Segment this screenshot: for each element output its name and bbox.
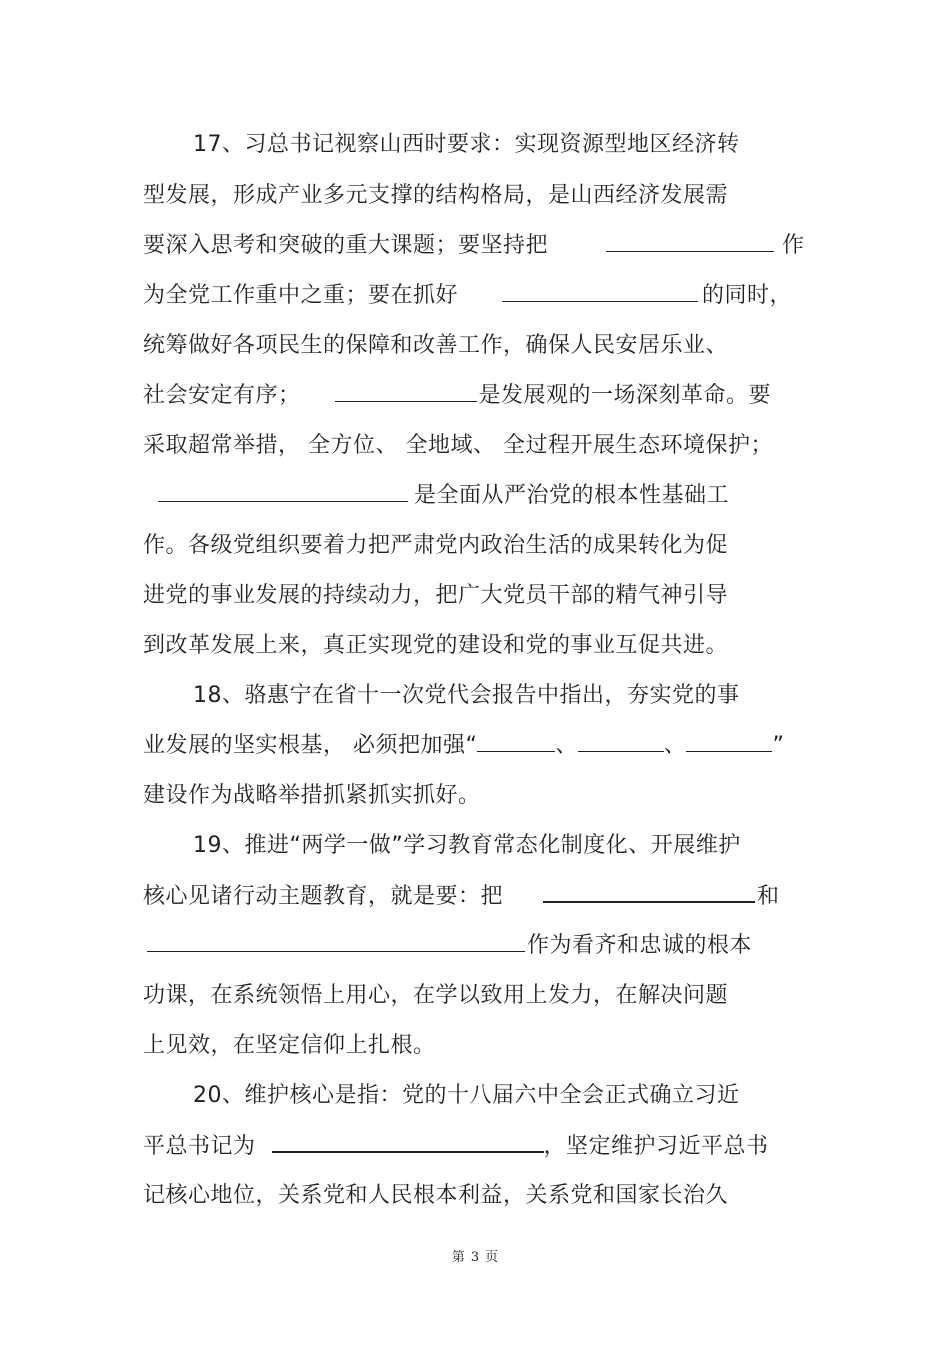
fill-blank[interactable] xyxy=(686,731,772,752)
fill-blank[interactable] xyxy=(147,931,525,952)
q18-text-3: 建设作为战略举措抓紧抓实抓好。 xyxy=(143,783,481,808)
q20-line-1 xyxy=(193,1081,740,1111)
q20-line-3 xyxy=(143,1181,728,1211)
q19-text-3b: 作为看齐和忠诚的根本 xyxy=(527,933,753,958)
fill-blank[interactable] xyxy=(272,1131,544,1153)
q20-line-2 xyxy=(143,1131,769,1162)
q17-text-3b: 作 xyxy=(782,233,805,258)
q19-line-4 xyxy=(143,981,728,1011)
q18-line-3 xyxy=(143,781,481,811)
footer-suffix: 页 xyxy=(485,1250,499,1265)
q17-text-10: 进党的事业发展的持续动力，把广大党员干部的精气神引导 xyxy=(143,583,729,608)
q19-line-2 xyxy=(143,881,780,912)
q18-line-1 xyxy=(193,681,740,711)
q17-text-8b: 是全面从严治党的根本性基础工 xyxy=(414,483,730,508)
page-footer xyxy=(0,1246,950,1265)
q17-text-3a: 要深入思考和突破的重大课题；要坚持把 xyxy=(143,233,549,258)
q17-text-7: 采取超常举措， 全方位、 全地域、 全过程开展生态环境保护； xyxy=(143,433,773,458)
fill-blank[interactable] xyxy=(335,381,477,402)
q18-text-2a: 业发展的坚实根基， 必须把加强“ xyxy=(143,733,478,758)
q19-line-3 xyxy=(147,931,752,961)
q19-text-5: 上见效，在坚定信仰上扎根。 xyxy=(143,1033,436,1058)
q17-line-10 xyxy=(143,581,728,611)
fill-blank[interactable] xyxy=(543,881,755,903)
q18-sep-1: 、 xyxy=(555,733,578,758)
q17-line-7 xyxy=(143,431,773,461)
fill-blank[interactable] xyxy=(477,731,555,752)
q17-text-4b: 的同时， xyxy=(702,283,793,308)
q18-line-2 xyxy=(143,731,784,761)
q20-text-2a: 平总书记为 xyxy=(143,1134,256,1159)
q19-text-4: 功课，在系统领悟上用心，在学以致用上发力，在解决问题 xyxy=(143,983,729,1008)
q17-text-4a: 为全党工作重中之重；要在抓好 xyxy=(143,283,459,308)
q19-line-5 xyxy=(143,1031,436,1061)
q18-sep-2: 、 xyxy=(663,733,687,758)
q17-line-1 xyxy=(193,130,740,160)
fill-blank[interactable] xyxy=(578,731,664,752)
q19-text-2b: 和 xyxy=(757,884,780,909)
q20-text-3: 记核心地位，关系党和人民根本利益，关系党和国家长治久 xyxy=(143,1183,729,1208)
q20-text-1: 20、维护核心是指：党的十八届六中全会正式确立习近 xyxy=(193,1083,740,1108)
q18-quote-end: ” xyxy=(772,733,785,758)
q18-text-1: 18、骆惠宁在省十一次党代会报告中指出，夯实党的事 xyxy=(193,683,740,708)
q17-text-6a: 社会安定有序； xyxy=(143,383,301,408)
page-number: 3 xyxy=(470,1250,480,1265)
q20-text-2b: ，坚定维护习近平总书 xyxy=(543,1134,769,1159)
q17-text-6b: 是发展观的一场深刻革命。要 xyxy=(478,383,772,408)
fill-blank[interactable] xyxy=(502,281,698,302)
q17-line-3 xyxy=(143,231,805,261)
q17-text-9: 作。各级党组织要着力把严肃党内政治生活的成果转化为促 xyxy=(143,533,729,558)
q19-text-1: 19、推进“两学一做”学习教育常态化制度化、开展维护 xyxy=(193,833,741,858)
q19-line-1 xyxy=(193,831,741,861)
fill-blank[interactable] xyxy=(606,231,774,252)
q17-line-11 xyxy=(143,631,728,661)
q19-text-2a: 核心见诸行动主题教育，就是要：把 xyxy=(143,884,504,909)
q17-line-5 xyxy=(143,331,728,361)
q17-line-9 xyxy=(143,531,728,561)
footer-prefix: 第 xyxy=(451,1250,465,1265)
q17-line-6 xyxy=(143,381,771,411)
q17-line-4 xyxy=(143,281,792,311)
fill-blank[interactable] xyxy=(158,481,408,502)
q17-text-11: 到改革发展上来，真正实现党的建设和党的事业互促共进。 xyxy=(143,633,729,658)
q17-text-2: 型发展，形成产业多元支撑的结构格局，是山西经济发展需 xyxy=(143,183,729,208)
q17-text-1: 17、习总书记视察山西时要求：实现资源型地区经济转 xyxy=(193,132,740,157)
q17-line-8 xyxy=(158,481,729,511)
q17-line-2 xyxy=(143,181,728,211)
q17-text-5: 统筹做好各项民生的保障和改善工作，确保人民安居乐业、 xyxy=(143,333,729,358)
